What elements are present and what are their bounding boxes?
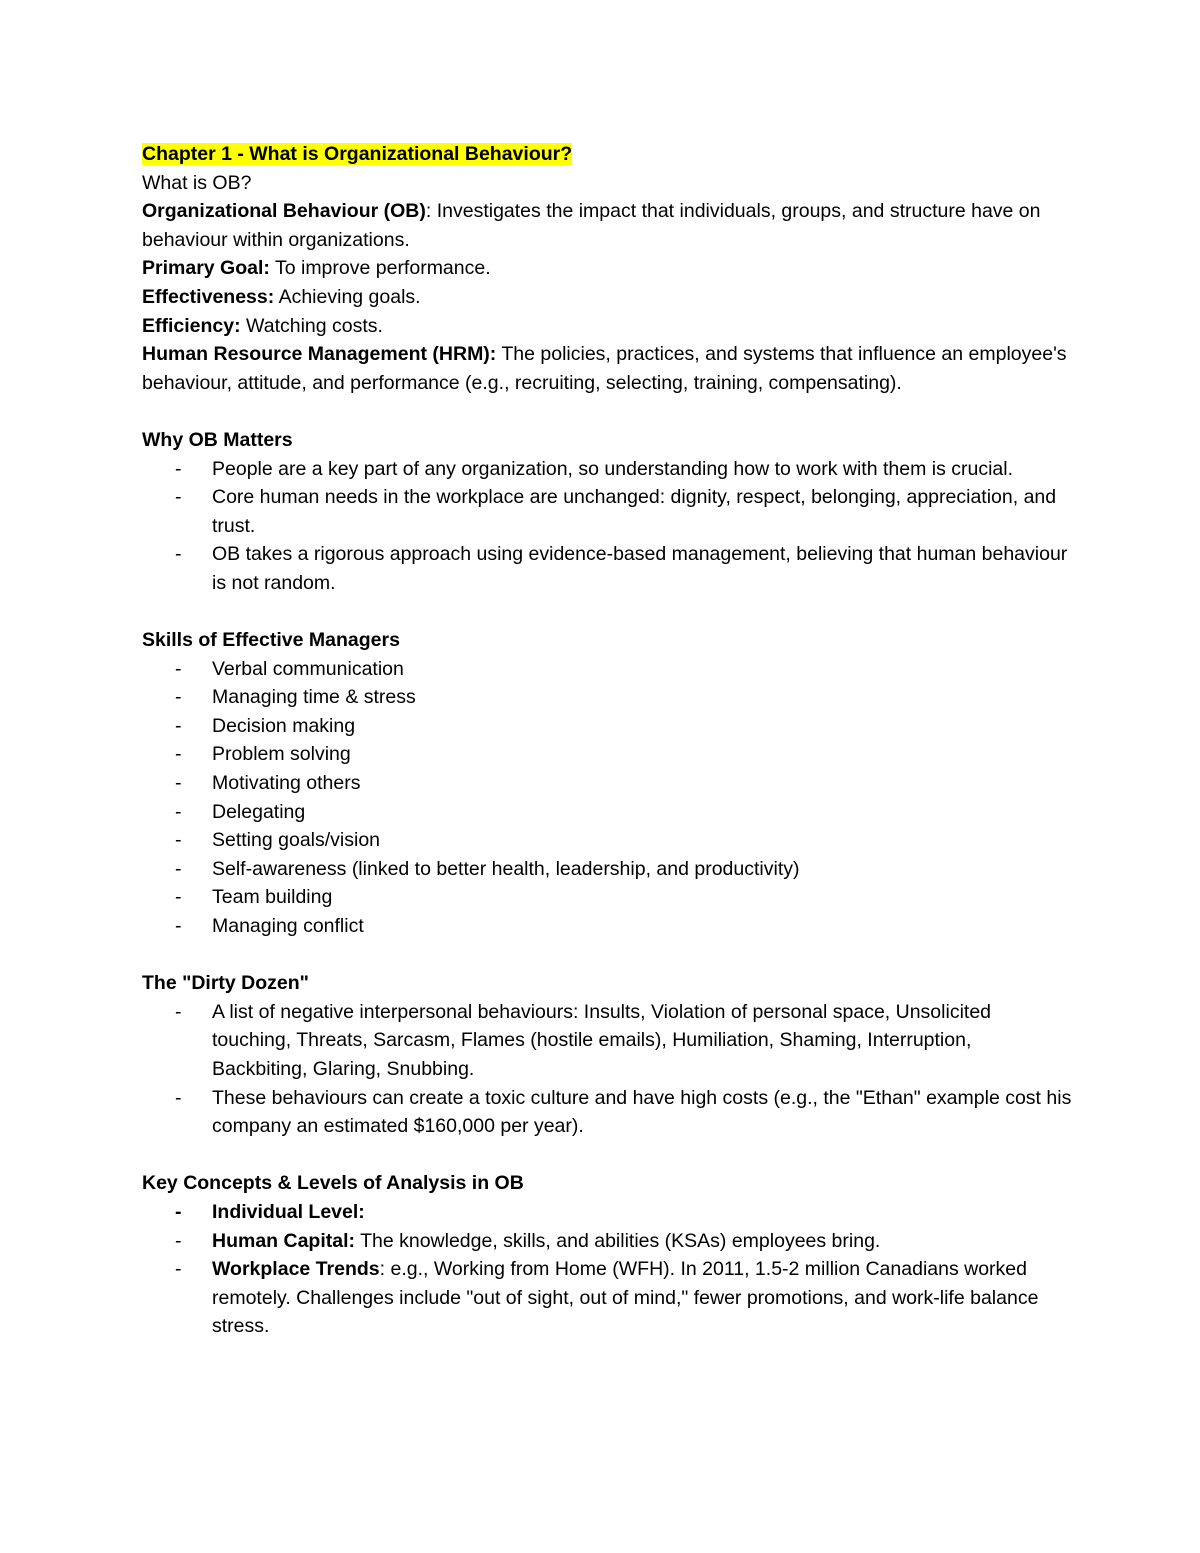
concept-text: The knowledge, skills, and abilities (KSAs) employees bring. (360, 1229, 881, 1252)
list-item (142, 855, 1072, 884)
dash-bullet: - (175, 857, 182, 880)
list-item-text: Core human needs in the workplace are unchanged: dignity, respect, belonging, appreciation, and trust. (212, 486, 1057, 537)
chapter-title: Chapter 1 - What is Organizational Behaviour? (142, 143, 573, 165)
list-item (142, 483, 1072, 540)
document-page (142, 140, 1072, 1341)
list-item-text: Managing time & stress (212, 686, 416, 709)
list-item (142, 1084, 1072, 1141)
dash-bullet: - (175, 886, 182, 909)
concept-term: Workplace Trends (212, 1258, 380, 1281)
why-ob-list (142, 455, 1072, 598)
section-heading-key-concepts (142, 1169, 1072, 1198)
dash-bullet: - (175, 1258, 182, 1281)
paragraph-spacer (142, 941, 1072, 970)
dash-bullet: - (175, 800, 182, 823)
dash-bullet: - (175, 714, 182, 737)
list-item-text: Verbal communication (212, 657, 404, 680)
dash-bullet: - (175, 486, 182, 509)
list-item-text: Managing conflict (212, 915, 364, 938)
list-item-text: Problem solving (212, 743, 351, 766)
list-item-text: Self-awareness (linked to better health, leadership, and productivity) (212, 857, 800, 880)
dash-bullet: - (175, 686, 182, 709)
dash-bullet: - (175, 543, 182, 566)
paragraph-spacer (142, 397, 1072, 426)
definition-term: Effectiveness: (142, 285, 275, 308)
list-item (142, 883, 1072, 912)
definition-term: Organizational Behaviour (OB) (142, 200, 426, 223)
paragraph-spacer (142, 1141, 1072, 1170)
definition-text: Investigates the impact that individuals, groups, and structure have on behaviour within organizations. (142, 200, 1041, 251)
level-label: Individual Level: (212, 1200, 365, 1223)
heading-text: Why OB Matters (142, 428, 293, 451)
definition-term: Primary Goal: (142, 257, 270, 280)
dash-bullet: - (175, 457, 182, 480)
definition-term: Efficiency: (142, 314, 241, 337)
section-heading-skills (142, 626, 1072, 655)
list-item (142, 998, 1072, 1084)
list-item-text: These behaviours can create a toxic culture and have high costs (e.g., the "Ethan" example cost his company an estimated $160,000 per year). (212, 1086, 1072, 1138)
list-item (142, 826, 1072, 855)
list-item-level (142, 1198, 1072, 1227)
definition-primary-goal (142, 254, 1072, 283)
list-item-text: Motivating others (212, 772, 361, 795)
list-item (142, 912, 1072, 941)
dash-bullet: - (175, 772, 182, 795)
concept-sep: : (379, 1258, 391, 1281)
definition-ob (142, 197, 1072, 254)
key-concepts-list (142, 1198, 1072, 1341)
dash-bullet: - (175, 915, 182, 938)
list-item-text: People are a key part of any organization, so understanding how to work with them is crucial. (212, 457, 1014, 480)
list-item (142, 712, 1072, 741)
list-item (142, 540, 1072, 597)
definition-text: The policies, practices, and systems that influence an employee's behaviour, attitude, and performance (e.g., recruiting, selecting, training, compensating). (142, 343, 1067, 394)
list-item-text: Delegating (212, 800, 306, 823)
definition-text: Watching costs. (246, 314, 383, 337)
definition-sep: : (425, 200, 437, 223)
chapter-subtitle: What is OB? (142, 171, 252, 194)
dash-bullet: - (175, 829, 182, 852)
list-item (142, 798, 1072, 827)
list-item-text: Team building (212, 886, 333, 909)
dirty-dozen-list (142, 998, 1072, 1141)
concept-text: e.g., Working from Home (WFH). In 2011, 1.5-2 million Canadians worked remotely. Challenges include "out of sight, out of mind," fewer promotions, and work-life balance stress. (212, 1258, 1039, 1338)
list-item-text: A list of negative interpersonal behaviours: Insults, Violation of personal space, Unsolicited touching, Threats, Sarcasm, Flames (hostile emails), Humiliation, Shaming, Interruption, Backbiting, Glaring, Snubbing. (212, 1000, 992, 1080)
concept-term: Human Capital: (212, 1229, 356, 1252)
list-item (142, 455, 1072, 484)
list-item (142, 769, 1072, 798)
definition-term: Human Resource Management (HRM): (142, 343, 497, 366)
definition-text: To improve performance. (274, 257, 491, 280)
definition-efficiency (142, 312, 1072, 341)
list-item (142, 683, 1072, 712)
dash-bullet: - (175, 657, 182, 680)
list-item (142, 1255, 1072, 1341)
list-item-text: Setting goals/vision (212, 829, 381, 852)
dash-bullet: - (175, 743, 182, 766)
definition-effectiveness (142, 283, 1072, 312)
dash-bullet: - (175, 1086, 182, 1109)
definition-hrm (142, 340, 1072, 397)
heading-text: The "Dirty Dozen" (142, 972, 309, 995)
chapter-title-line (142, 140, 1072, 169)
section-heading-why-ob (142, 426, 1072, 455)
dash-bullet: - (175, 1229, 182, 1252)
heading-text: Key Concepts & Levels of Analysis in OB (142, 1172, 524, 1195)
dash-bullet: - (175, 1200, 182, 1223)
dash-bullet: - (175, 1000, 182, 1023)
skills-list (142, 655, 1072, 941)
paragraph-spacer (142, 598, 1072, 627)
list-item (142, 1227, 1072, 1256)
list-item-text: Decision making (212, 714, 356, 737)
definition-text: Achieving goals. (278, 285, 421, 308)
section-heading-dirty-dozen (142, 969, 1072, 998)
heading-text: Skills of Effective Managers (142, 629, 400, 652)
list-item (142, 740, 1072, 769)
list-item-text: OB takes a rigorous approach using evidence-based management, believing that human behaviour is not random. (212, 543, 1068, 594)
list-item (142, 655, 1072, 684)
